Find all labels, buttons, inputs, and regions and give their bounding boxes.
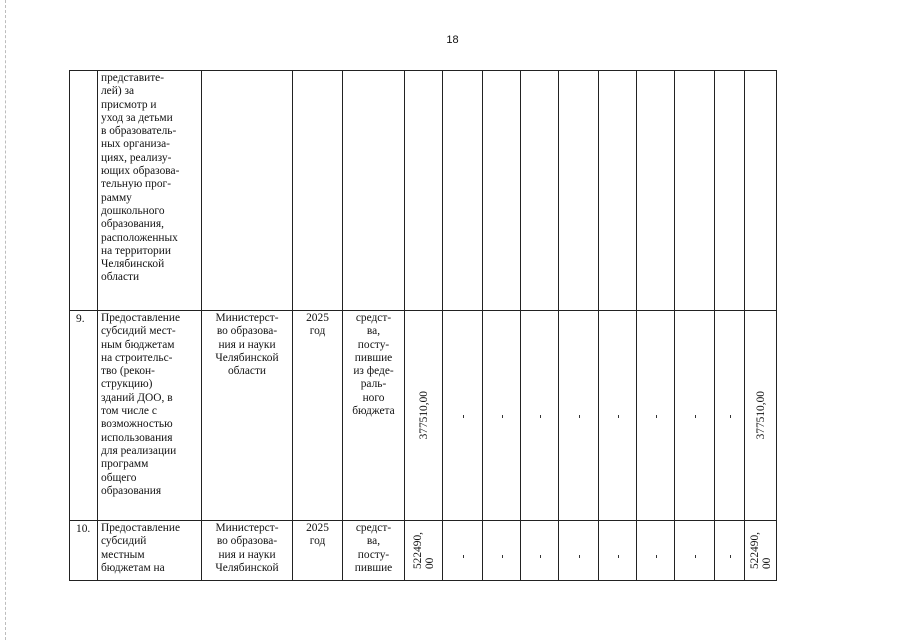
measure-name: Предоставление субсидий местным бюджетам на — [98, 521, 202, 581]
row-number — [70, 71, 98, 311]
dash-mark — [730, 555, 731, 558]
empty-value-cell — [599, 71, 637, 311]
funding-source — [343, 71, 405, 311]
empty-value-cell — [483, 311, 521, 521]
total-amount: 522490, 00 — [405, 521, 443, 581]
year: 2025 год — [293, 521, 343, 581]
row-number: 9. — [70, 311, 98, 521]
table-row-10 — [70, 521, 777, 581]
dash-mark — [579, 555, 580, 558]
dash-mark — [502, 555, 503, 558]
dash-mark — [502, 415, 503, 418]
dash-mark — [656, 415, 657, 418]
empty-value-cell — [443, 521, 483, 581]
row-number: 10. — [70, 521, 98, 581]
final-amount: 377510,00 — [745, 311, 777, 521]
empty-value-cell — [637, 311, 675, 521]
measure-name: представите- лей) за присмотр и уход за детьми в образователь- ных организа- циях, реализу- ющих образова- тельную прог- рамму дошкольного образования, расположенных на территории Челябинской области — [98, 71, 202, 311]
table-row-continuation — [70, 71, 777, 311]
funding-source: средст- ва, посту- пившие из феде- раль- ного бюджета — [343, 311, 405, 521]
empty-value-cell — [599, 521, 637, 581]
dash-mark — [730, 415, 731, 418]
funding-source: средст- ва, посту- пившие — [343, 521, 405, 581]
empty-value-cell — [521, 311, 559, 521]
empty-value-cell — [675, 521, 715, 581]
executor — [202, 71, 293, 311]
dash-mark — [695, 555, 696, 558]
budget-table — [69, 70, 777, 581]
final-amount — [745, 71, 777, 311]
total-amount: 377510,00 — [405, 311, 443, 521]
dash-mark — [618, 555, 619, 558]
empty-value-cell — [443, 71, 483, 311]
empty-value-cell — [675, 71, 715, 311]
page-left-edge — [5, 0, 6, 640]
empty-value-cell — [483, 71, 521, 311]
dash-mark — [656, 555, 657, 558]
empty-value-cell — [637, 521, 675, 581]
empty-value-cell — [443, 311, 483, 521]
final-amount: 522490, 00 — [745, 521, 777, 581]
table-row-9 — [70, 311, 777, 521]
executor: Министерст- во образова- ния и науки Челябинской области — [202, 311, 293, 521]
empty-value-cell — [559, 521, 599, 581]
dash-mark — [540, 555, 541, 558]
dash-mark — [695, 415, 696, 418]
empty-value-cell — [559, 71, 599, 311]
year — [293, 71, 343, 311]
empty-value-cell — [675, 311, 715, 521]
empty-value-cell — [599, 311, 637, 521]
year: 2025 год — [293, 311, 343, 521]
executor: Министерст- во образова- ния и науки Челябинской — [202, 521, 293, 581]
dash-mark — [579, 415, 580, 418]
empty-value-cell — [715, 521, 745, 581]
dash-mark — [618, 415, 619, 418]
total-amount — [405, 71, 443, 311]
measure-name: Предоставление субсидий мест- ным бюджетам на строительс- тво (рекон- струкцию) зданий ДОО, в том числе с возможностью использования для реализации программ общего образования — [98, 311, 202, 521]
dash-mark — [463, 555, 464, 558]
empty-value-cell — [637, 71, 675, 311]
page-number: 18 — [446, 34, 459, 46]
empty-value-cell — [521, 71, 559, 311]
empty-value-cell — [483, 521, 521, 581]
empty-value-cell — [715, 311, 745, 521]
dash-mark — [540, 415, 541, 418]
empty-value-cell — [521, 521, 559, 581]
empty-value-cell — [559, 311, 599, 521]
empty-value-cell — [715, 71, 745, 311]
dash-mark — [463, 415, 464, 418]
